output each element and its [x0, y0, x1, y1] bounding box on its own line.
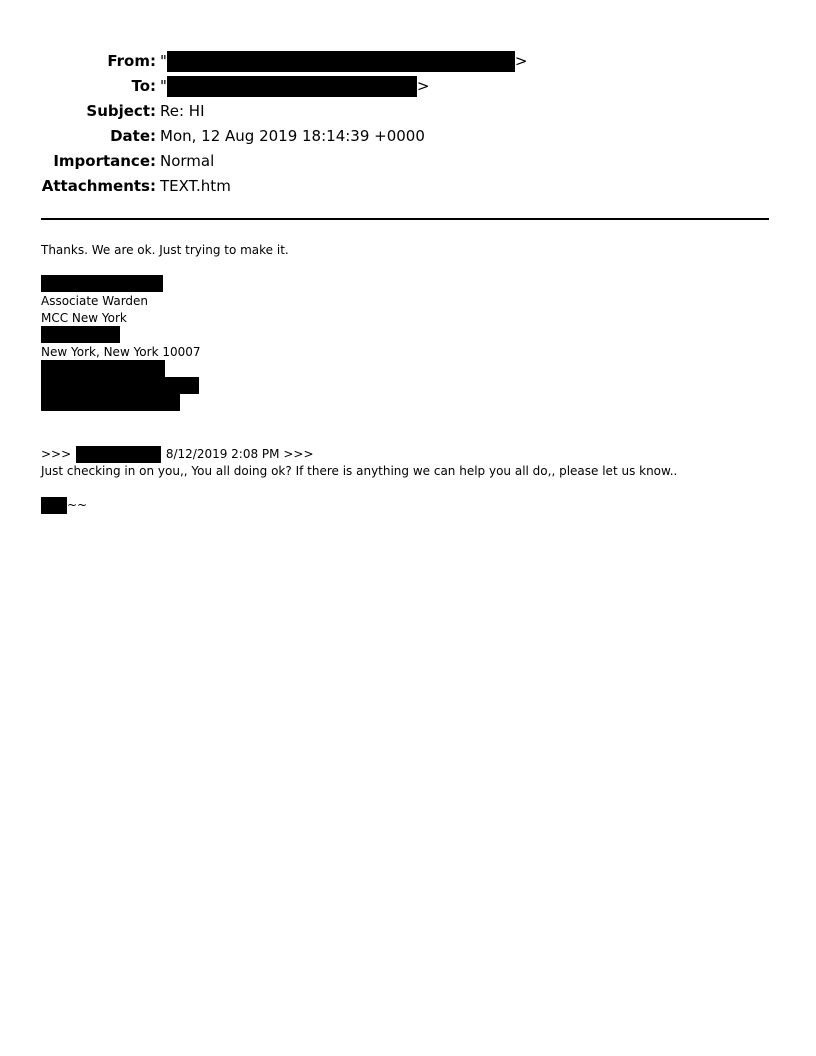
from-row — [40, 49, 527, 74]
attachments-row — [40, 174, 527, 199]
date-row — [40, 124, 527, 149]
from-quote: " — [160, 52, 167, 70]
signature-phone-redaction — [41, 360, 165, 377]
importance-row — [40, 149, 527, 174]
to-label: To: — [131, 77, 156, 95]
quote-prefix: >>> — [41, 447, 72, 461]
to-suffix: > — [416, 77, 430, 95]
subject-value: Re: HI — [160, 102, 205, 120]
quoted-closing-redaction — [41, 497, 67, 514]
attachments-value[interactable]: TEXT.htm — [160, 177, 231, 195]
email-header — [40, 49, 527, 199]
signature-address-redaction — [41, 326, 120, 343]
signature-name-redaction — [41, 275, 163, 292]
to-redaction — [167, 76, 417, 97]
reply-text: Thanks. We are ok. Just trying to make it. — [41, 243, 289, 257]
quoted-message: Just checking in on you,, You all doing ok? If there is anything we can help you all do,, please let us know.. — [41, 464, 678, 478]
from-suffix: > — [514, 52, 528, 70]
from-redaction — [167, 51, 515, 72]
signature-fax-redaction — [41, 377, 199, 394]
signature-city-line: New York, New York 10007 — [41, 345, 201, 359]
date-value: Mon, 12 Aug 2019 18:14:39 +0000 — [160, 127, 425, 145]
importance-label: Importance: — [53, 152, 156, 170]
quoted-closing — [41, 497, 87, 514]
quoted-closing-suffix: ~~ — [67, 498, 88, 512]
to-quote: " — [160, 77, 167, 95]
subject-row — [40, 99, 527, 124]
signature-email-redaction — [41, 394, 180, 411]
attachments-label: Attachments: — [41, 177, 156, 195]
header-divider — [41, 218, 769, 220]
quoted-datetime: 8/12/2019 2:08 PM >>> — [165, 447, 314, 461]
signature-title: Associate Warden — [41, 294, 149, 308]
from-value — [160, 49, 527, 74]
from-label: From: — [107, 52, 156, 70]
subject-label: Subject: — [86, 102, 156, 120]
signature-institution: MCC New York — [41, 311, 127, 325]
quoted-header — [41, 446, 314, 463]
quoted-sender-redaction — [76, 446, 161, 463]
importance-value: Normal — [160, 152, 215, 170]
to-row — [40, 74, 527, 99]
to-value — [160, 74, 527, 99]
date-label: Date: — [110, 127, 156, 145]
